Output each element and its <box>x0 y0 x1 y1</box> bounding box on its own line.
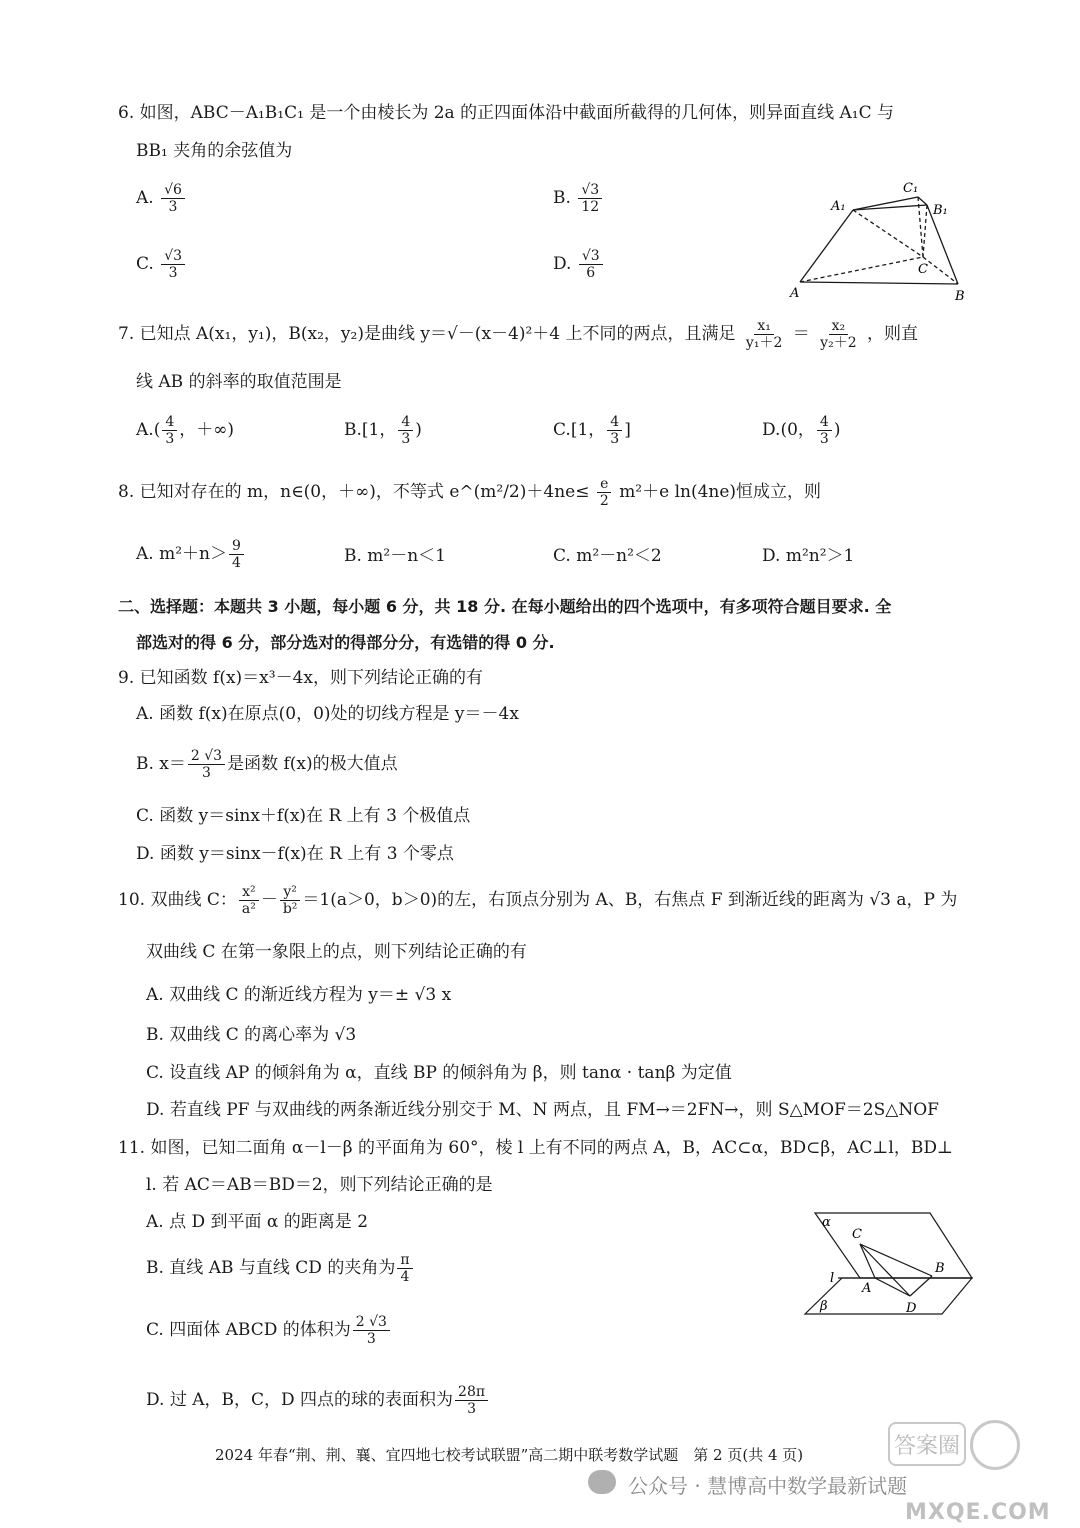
edge-c1b1 <box>918 197 927 205</box>
label-b1: B₁ <box>933 203 948 218</box>
q9-option-a: A. 函数 f(x)在原点(0，0)处的切线方程是 y＝－4x <box>136 704 519 724</box>
label-c: C <box>852 1227 862 1242</box>
q10-line2: 双曲线 C 在第一象限上的点，则下列结论正确的有 <box>146 942 527 962</box>
q8-option-b: B. m²－n＜1 <box>344 546 446 566</box>
q10-option-c: C. 设直线 AP 的倾斜角为 α，直线 BP 的倾斜角为 β，则 tanα · tanβ 为定值 <box>146 1063 732 1083</box>
q8-option-c: C. m²－n²＜2 <box>553 546 662 566</box>
watermark-site: MXQE.COM <box>905 1500 1051 1525</box>
section2-line2: 部选对的得 6 分，部分选对的得部分分，有选错的得 0 分. <box>136 633 555 652</box>
q6-line2: BB₁ 夹角的余弦值为 <box>136 141 293 161</box>
edge-ab <box>800 282 958 284</box>
q6-figure <box>785 172 975 302</box>
watermark-account: 公众号 · 慧博高中数学最新试题 <box>628 1474 908 1498</box>
segment-bd <box>910 1276 932 1296</box>
q7-option-c: C.[1， $\frac{4}{3}$ ] <box>553 414 631 447</box>
label-l: l <box>830 1271 835 1286</box>
label-beta: β <box>820 1299 828 1314</box>
label-c1: C₁ <box>903 181 919 196</box>
q10-line1: 10. 双曲线 C： $\frac{\text{x²}}{\text{a²}}$ － $\frac{\text{y²}}{\text{b²}}$ ＝1(a＞0，b＞0)的左，右顶点分别为 A、B，右焦点 F 到渐近线的距离为 √3 a，P 为 <box>118 884 958 917</box>
q9-option-d: D. 函数 y＝sinx－f(x)在 R 上有 3 个零点 <box>136 844 454 864</box>
q11-option-b: B. 直线 AB 与直线 CD 的夹角为 $\frac{\pi}{4}$ <box>146 1252 415 1285</box>
q8-stem: 8. 已知对存在的 m，n∈(0，＋∞)，不等式 e^(m²/2)＋4ne≤ $\frac{e}{2}$ m²＋e ln(4ne)恒成立，则 <box>118 476 822 509</box>
q10-option-a: A. 双曲线 C 的渐近线方程为 y＝± √3 x <box>146 985 452 1005</box>
q8-option-d: D. m²n²＞1 <box>762 546 855 566</box>
q11-option-d: D. 过 A，B，C，D 四点的球的表面积为 $\frac{28\pi}{3}$ <box>146 1384 490 1417</box>
q6-option-c: C. $\frac{√3}{3}$ <box>136 248 187 281</box>
q6-option-a: A. $\frac{√6}{3}$ <box>136 182 187 215</box>
q6-line1: 6. 如图，ABC－A₁B₁C₁ 是一个由棱长为 2a 的正四面体沿中截面所截得的几何体，则异面直线 A₁C 与 <box>118 103 895 123</box>
edge-a1c <box>853 210 923 257</box>
q7-option-b: B.[1， $\frac{4}{3}$ ) <box>344 414 422 447</box>
edge-b1c <box>923 205 927 257</box>
q10-option-b: B. 双曲线 C 的离心率为 √3 <box>146 1025 357 1045</box>
q6-option-b: B. $\frac{√3}{12}$ <box>553 182 604 215</box>
q9-option-b: B. x＝ $\frac{2 √3}{3}$ 是函数 f(x)的极大值点 <box>136 748 398 781</box>
watermark-seal <box>970 1420 1020 1470</box>
segment-ad <box>875 1278 910 1296</box>
q7-line2: 线 AB 的斜率的取值范围是 <box>136 372 342 392</box>
q11-line1: 11. 如图，已知二面角 α－l－β 的平面角为 60°，棱 l 上有不同的两点 A，B，AC⊂α，BD⊂β，AC⊥l，BD⊥ <box>118 1138 953 1158</box>
segment-cb <box>860 1244 932 1276</box>
label-a: A <box>790 286 800 301</box>
page-footer: 2024 年春“荆、荆、襄、宜四地七校考试联盟”高二期中联考数学试题 第 2 页(共 4 页) <box>215 1446 804 1464</box>
label-c: C <box>918 262 928 277</box>
watermark-stamp: 答案圈 <box>888 1422 966 1466</box>
q9-option-c: C. 函数 y＝sinx＋f(x)在 R 上有 3 个极值点 <box>136 806 471 826</box>
label-b: B <box>935 1261 945 1276</box>
q11-option-a: A. 点 D 到平面 α 的距离是 2 <box>146 1212 369 1232</box>
q7-line1: 7. 已知点 A(x₁，y₁)，B(x₂，y₂)是曲线 y＝√－(x－4)²＋4 上不同的两点，且满足 $\frac{\text{x₁}}{\text{y₁＋2}}$ ＝ $\frac{\text{x₂}}{\text{y₂＋2}}$ ，则直 <box>118 318 919 351</box>
section2-line1: 二、选择题：本题共 3 小题，每小题 6 分，共 18 分. 在每小题给出的四个选项中，有多项符合题目要求. 全 <box>118 597 892 616</box>
q11-option-c: C. 四面体 ABCD 的体积为 $\frac{2 √3}{3}$ <box>146 1314 392 1347</box>
q10-option-d: D. 若直线 PF 与双曲线的两条渐近线分别交于 M、N 两点，且 FM→＝2FN→，则 S△MOF＝2S△NOF <box>146 1100 939 1120</box>
q11-line2: l. 若 AC＝AB＝BD＝2，则下列结论正确的是 <box>146 1175 493 1195</box>
label-b: B <box>955 289 965 302</box>
q11-figure <box>800 1208 975 1320</box>
q8-option-a: A. m²＋n＞ $\frac{9}{4}$ <box>136 538 246 571</box>
label-alpha: α <box>822 1215 831 1230</box>
plane-alpha <box>815 1213 972 1278</box>
q7-option-d: D.(0， $\frac{4}{3}$ ) <box>762 414 841 447</box>
wechat-icon <box>588 1470 616 1494</box>
edge-a1a <box>800 210 853 282</box>
label-a1: A₁ <box>831 199 846 214</box>
q6-option-d: D. $\frac{√3}{6}$ <box>553 248 605 281</box>
label-a: A <box>862 1281 872 1296</box>
q7-option-a: A.( $\frac{4}{3}$ ，＋∞) <box>136 414 235 447</box>
label-d: D <box>906 1301 917 1316</box>
q9-stem: 9. 已知函数 f(x)＝x³－4x，则下列结论正确的有 <box>118 668 483 688</box>
edge-ac <box>800 257 923 282</box>
